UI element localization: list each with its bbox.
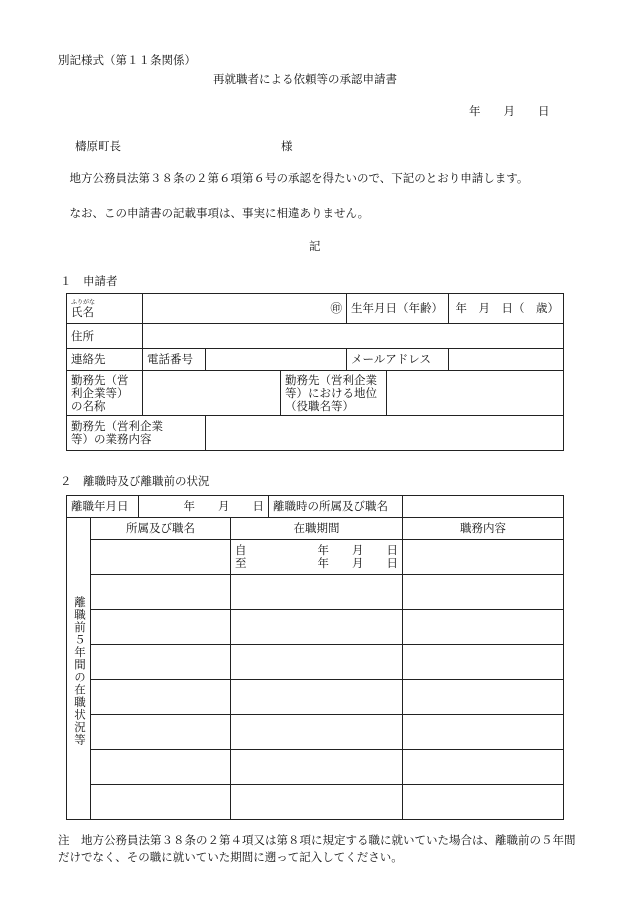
email-label: メールアドレス <box>347 349 449 371</box>
dob-label: 生年月日（年齢） <box>347 294 449 324</box>
address-label: 住所 <box>67 324 143 349</box>
business-field[interactable] <box>206 416 564 451</box>
col-period-header: 在職期間 <box>231 518 403 540</box>
post-field-7[interactable] <box>91 750 231 785</box>
duty-field-6[interactable] <box>403 715 564 750</box>
phone-field[interactable] <box>206 349 347 371</box>
name-label-cell <box>67 294 143 324</box>
retire-post-field[interactable] <box>403 496 564 518</box>
period-field-5[interactable] <box>231 680 403 715</box>
retire-date-label: 離職年月日 <box>67 496 139 518</box>
section1-heading: １ 申請者 <box>60 274 118 288</box>
dob-field[interactable]: 年 月 日（ 歳） <box>449 294 564 324</box>
address-field[interactable] <box>143 324 564 349</box>
post-field-6[interactable] <box>91 715 231 750</box>
paragraph-declaration: なお、この申請書の記載事項は、事実に相違ありません。 <box>58 206 370 220</box>
employer-label: 勤務先（営利企業等）の名称 <box>67 371 143 416</box>
name-label: 氏名 <box>71 304 94 319</box>
applicant-table <box>66 293 564 451</box>
post-field-4[interactable] <box>91 645 231 680</box>
to-date: 年 月 日 <box>317 556 398 570</box>
period-field-7[interactable] <box>231 750 403 785</box>
employer-field[interactable] <box>143 371 281 416</box>
to-label: 至 <box>235 556 247 570</box>
post-field-5[interactable] <box>91 680 231 715</box>
business-label: 勤務先（営利企業等）の業務内容 <box>67 416 206 451</box>
addressee: 檮原町長 <box>75 139 121 153</box>
col-duty-header: 職務内容 <box>403 518 564 540</box>
post-field-8[interactable] <box>91 785 231 820</box>
footer-note: 注 地方公務員法第３８条の２第４項又は第８項に規定する職に就いていた場合は、離職前の５年間だけでなく、その職に就いていた期間に遡って記入してください。 <box>58 833 576 864</box>
period-field-4[interactable] <box>231 645 403 680</box>
email-field[interactable] <box>449 349 564 371</box>
ki-mark: 記 <box>309 239 321 253</box>
employment-table <box>66 495 564 820</box>
post-field-1[interactable] <box>91 540 231 575</box>
duty-field-2[interactable] <box>403 575 564 610</box>
period-field-3[interactable] <box>231 610 403 645</box>
name-field[interactable] <box>143 294 347 324</box>
form-label: 別記様式（第１１条関係） <box>58 53 196 67</box>
position-field[interactable] <box>387 371 564 416</box>
post-field-2[interactable] <box>91 575 231 610</box>
honorific: 様 <box>281 139 293 153</box>
furigana-label: ふりがな <box>71 298 96 306</box>
from-date: 年 月 日 <box>317 543 398 557</box>
retire-date-field[interactable]: 年 月 日 <box>139 496 269 518</box>
post-field-3[interactable] <box>91 610 231 645</box>
date-line: 年 月 日 <box>469 104 550 118</box>
period-field-6[interactable] <box>231 715 403 750</box>
duty-field-8[interactable] <box>403 785 564 820</box>
phone-label: 電話番号 <box>143 349 206 371</box>
side-label: 離職前５年間の在職状況等 <box>67 518 91 820</box>
duty-field-3[interactable] <box>403 610 564 645</box>
col-post-header: 所属及び職名 <box>91 518 231 540</box>
duty-field-4[interactable] <box>403 645 564 680</box>
section2-heading: ２ 離職時及び離職前の状況 <box>60 474 210 488</box>
period-field-8[interactable] <box>231 785 403 820</box>
period-field-1[interactable] <box>231 540 403 575</box>
duty-field-1[interactable] <box>403 540 564 575</box>
retire-post-label: 離職時の所属及び職名 <box>269 496 403 518</box>
seal-mark: ㊞ <box>330 301 343 315</box>
form-title: 再就職者による依頼等の承認申請書 <box>213 72 397 86</box>
duty-field-7[interactable] <box>403 750 564 785</box>
position-label: 勤務先（営利企業等）における地位（役職名等） <box>281 371 387 416</box>
contact-label: 連絡先 <box>67 349 143 371</box>
paragraph-request: 地方公務員法第３８条の２第６項第６号の承認を得たいので、下記のとおり申請します。 <box>58 171 529 185</box>
duty-field-5[interactable] <box>403 680 564 715</box>
period-field-2[interactable] <box>231 575 403 610</box>
from-label: 自 <box>235 543 247 557</box>
